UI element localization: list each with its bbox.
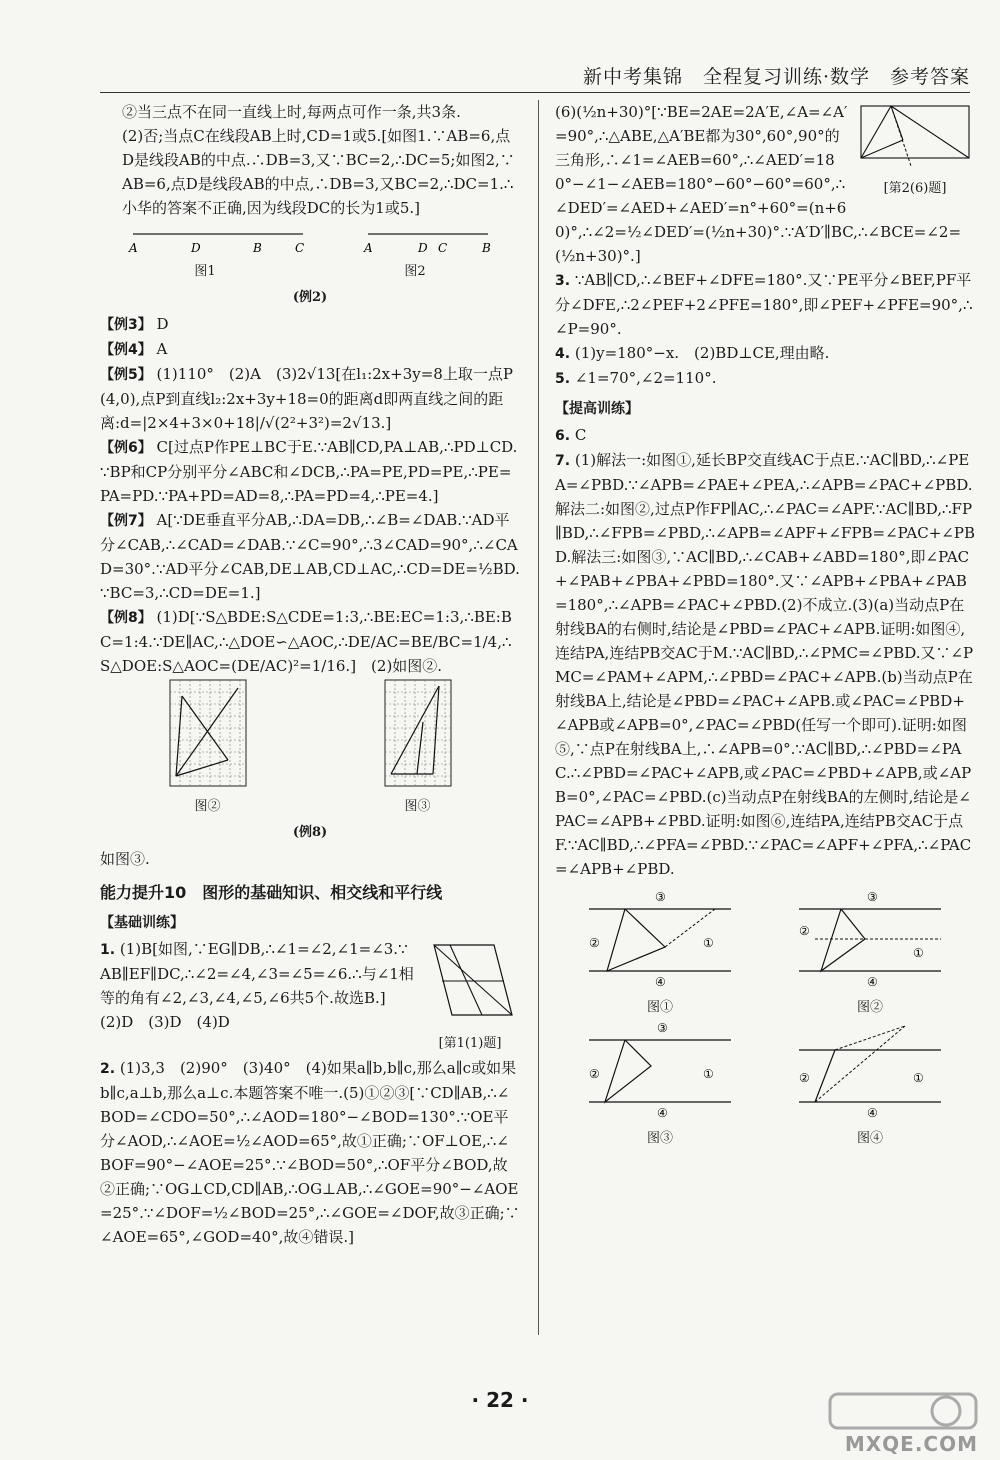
grid-figure-2 [168,678,248,819]
point-label: C [294,241,304,255]
example-label: 【例5】 [100,367,152,383]
region-label: ② [799,924,810,938]
q7-figures-row-1 [555,889,975,1020]
grid-diagram [168,678,248,788]
question-7 [555,448,975,881]
running-title: 新中考集锦 全程复习训练·数学 参考答案 [582,66,970,88]
figure-caption: 图③ [646,1131,673,1146]
region-label: ① [913,946,924,960]
question-answer: (6)(½n+30)°[∵BE=2AE=2A′E,∠A=∠A′=90°,∴△ABE,△A′BE都为30°,60°,90°的三角形,∴∠1=∠AEB=60°,∴∠AED′=180°−∠1−∠AEB=180°−60°−60°=60°,∴∠DED′=∠AED+∠AED′=n°+60°=(n+60)°,∴∠2=½∠DED′=(½n+30)°.∵A′D′∥BC,∴∠BCE=∠2=(½n+30)°.] [555,103,962,265]
figure-caption: [第2(6)题] [883,181,947,196]
region-label: ③ [867,890,878,904]
point-label: B [481,241,491,255]
question-answer: C [574,426,587,444]
parallelogram-diagram [420,937,520,1025]
figure-caption: 图2 [404,264,426,279]
grid-figure-3 [383,678,453,819]
q7-figures-row-2 [555,1020,975,1151]
ex2-figure-captions [100,260,520,284]
question-6 [555,423,975,448]
example-caption: (例2) [292,290,328,305]
ex2-figures [100,220,520,260]
page-number: · 22 · [471,1388,529,1412]
question-number: 2. [100,1061,116,1077]
region-label: ② [589,1067,600,1081]
region-label: ③ [657,1021,668,1035]
figure-caption: 图④ [856,1131,883,1146]
region-label: ④ [655,975,666,989]
question-answer: ∠1=70°,∠2=110°. [574,369,717,387]
q7-figure-4 [795,1020,945,1151]
question-number: 7. [555,453,571,469]
question-answer: (1)解法一:如图①,延长BP交直线AC于点E.∵AC∥BD,∴∠PEA=∠PBD.∵∠APB=∠PAE+∠PEA,∴∠APB=∠PAC+∠PBD.解法二:如图②,过点P作FP∥AC,∴∠PAC=∠APF.∵AC∥BD,∴FP∥BD,∴∠FPB=∠PBD,∴∠APB=∠APF+∠FPB=∠PAC+∠PBD.解法三:如图③,∵AC∥BD,∴∠CAB+∠ABD=180°,即∠PAC+∠PAB+∠PBA+∠PBD=180°.又∵∠APB+∠PBA+∠PAB=180°,∴∠APB=∠PAC+∠PBD.(2)不成立.(3)(a)当动点P在射线BA的右侧时,结论是∠PBD=∠PAC+∠APB.证明:如图④,连结PA,连结PB交AC于M.∵AC∥BD,∴∠PMC=∠PBD.又∵∠PMC=∠PAM+∠APM,∴∠PBD=∠PAC+∠APB.(b)当动点P在射线BA上,结论是∠PBD=∠PAC+∠APB.或∠PAC=∠PBD+∠APB或∠APB=0°,∠PAC=∠PBD(任写一个即可).证明:如图⑤,∵点P在射线BA上,∴∠APB=0°.∵AC∥BD,∴∠PBD=∠PAC.∴∠PBD=∠PAC+∠APB,或∠PAC=∠PBD+∠APB,或∠APB=0°,∠PAC=∠PBD.(c)当动点P在射线BA的左侧时,结论是∠PAC=∠APB+∠PBD.证明:如图⑥,连结PA,连结PB交AC于点F.∵AC∥BD,∴∠PFA=∠PBD.∵∠PAC=∠APF+∠PFA,∴∠PAC=∠APB+∠PBD. [555,451,975,878]
question-2 [100,1056,520,1249]
region-label: ① [703,936,714,950]
grid-diagram [383,678,453,788]
q2-6-figure [855,100,975,201]
figure-caption: 图1 [194,264,216,279]
header-rule [100,92,970,93]
point-label: C [437,241,447,255]
answer-line: 如图③. [100,850,150,868]
example-label: 【例8】 [100,610,152,626]
question-number: 6. [555,428,571,444]
region-label: ④ [657,1106,668,1120]
region-label: ④ [867,1106,878,1120]
parallel-lines-diagram [795,889,945,989]
point-label: A [363,241,373,255]
region-label: ① [703,1067,714,1081]
example-label: 【例4】 [100,342,152,358]
figure-caption: [第1(1)题] [438,1036,502,1051]
left-column [100,100,520,1249]
column-divider [538,100,539,1335]
segment-figure-2 [358,220,498,260]
region-label: ① [913,1071,924,1085]
question-number: 3. [555,273,571,289]
question-answer: ∵AB∥CD,∴∠BEF+∠DFE=180°.又∵PE平分∠BEF,PF平分∠DFE,∴2∠PEF+2∠PFE=180°,即∠PEF+∠PFE=90°,∴∠P=90°. [555,271,973,338]
parallel-lines-diagram [585,889,735,989]
figure-caption: 图③ [404,799,431,814]
point-label: D [190,241,201,255]
example-label: 【例7】 [100,513,152,529]
rectangle-fold-diagram [855,100,975,170]
answer-line: (2)否;当点C在线段AB上时,CD=1或5.[如图1.∵AB=6,点D是线段AB的中点.∴DB=3,又∵BC=2,∴DC=5;如图2,∵AB=6,点D是线段AB的中点,∴DB=3,又BC=2,∴DC=1.∴小华的答案不正确,因为线段DC的长为1或5.] [122,127,515,217]
question-3 [555,268,975,341]
q7-figure-1 [585,889,735,1020]
subsection-label: 【基础训练】 [100,915,184,931]
ex8-figures [100,678,520,819]
example-answer: A[∵DE垂直平分AB,∴DA=DB,∴∠B=∠DAB.∵AD平分∠CAB,∴∠CAD=∠DAB.∵∠C=90°,∴3∠CAD=90°,∴∠CAD=30°.∵AD平分∠CAB,DE⊥AB,CD⊥AC,∴CD=DE=½BD.∵BC=3,∴CD=DE=1.] [100,511,520,602]
question-answer: (1)3,3 (2)90° (3)40° (4)如果a∥b,b∥c,那么a∥c或如果b∥c,a⊥b,那么a⊥c.本题答案不唯一.(5)①②③[∵CD∥AB,∴∠BOD=∠CDO=50°,∴∠AOD=180°−∠BOD=130°.∵OE平分∠AOD,∴∠AOE=½∠AOD=65°,故①正确;∵OF⊥OE,∴∠BOF=90°−∠AOE=25°.∵∠BOD=50°,∴OF平分∠BOD,故②正确;∵OG⊥CD,CD∥AB,∴OG⊥AB,∴∠GOE=90°−∠AOE=25°.∵∠DOF=½∠BOD=25°,∴∠GOE=∠DOF,故③正确;∵∠AOE=65°,∠GOD=40°,故④错误.] [100,1059,520,1246]
region-label: ② [589,936,600,950]
figure-caption: 图① [646,1000,673,1015]
region-label: ② [799,1071,810,1085]
example-label: 【例3】 [100,317,152,333]
question-1 [100,937,520,1051]
point-label: A [128,241,138,255]
example-answer: C[过点P作PE⊥BC于E.∵AB∥CD,PA⊥AB,∴PD⊥CD.∵BP和CP分别平分∠ABC和∠DCB,∴PA=PE,PD=PE,∴PE=PA=PD.∵PA+PD=AD=8,∴PA=PD=4,∴PE=4.] [100,438,518,505]
figure-caption: 图② [194,799,221,814]
watermark-text: MXQE.COM [844,1432,978,1456]
point-label: B [252,241,262,255]
example-caption: (例8) [292,825,328,840]
region-label: ④ [867,975,878,989]
figure-caption: 图② [856,1000,883,1015]
question-answer: (1)B[如图,∵EG∥DB,∴∠1=∠2,∠1=∠3.∵AB∥EF∥DC,∴∠2=∠4,∠3=∠5=∠6.∴与∠1相等的角有∠2,∠3,∠4,∠5,∠6共5个.故选B.] (2)D (3)D (4)D [100,940,414,1031]
q1-figure [420,937,520,1056]
segment-figure-1 [123,220,313,260]
q7-figure-3 [585,1020,735,1151]
parallel-lines-diagram [795,1020,945,1120]
region-label: ③ [655,890,666,904]
answer-line: ②当三点不在同一直线上时,每两点可作一条,共3条. [122,103,461,121]
example-answer: (1)110° (2)A (3)2√13[在l₁:2x+3y=8上取一点P(4,0),点P到直线l₂:2x+3y+18=0的距离d即两直线之间的距离:d=|2×4+3×0+18|/√(2²+3²)=2√13.] [100,365,513,432]
question-number: 1. [100,942,116,958]
right-column [555,100,975,1151]
section-title: 能力提升10 图形的基础知识、相交线和平行线 [100,883,443,902]
point-label: D [417,241,428,255]
subsection-label: 【提高训练】 [555,401,639,417]
question-answer: (1)y=180°−x. (2)BD⊥CE,理由略. [574,344,830,362]
example-label: 【例6】 [100,440,152,456]
example-answer: A [156,340,168,358]
question-2-6 [555,100,975,268]
example-answer: D [156,315,169,333]
question-5 [555,366,975,391]
example-answer: (1)D[∵S△BDE:S△CDE=1:3,∴BE:EC=1:3,∴BE:BC=1:4.∵DE∥AC,∴△DOE∽△AOC,∴DE/AC=BE/BC=1/4,∴S△DOE:S△AOC=(DE/AC)²=1/16.] (2)如图②. [100,608,512,675]
q7-figure-2 [795,889,945,1020]
question-number: 5. [555,371,571,387]
question-number: 4. [555,346,571,362]
question-4 [555,341,975,366]
parallel-lines-diagram [585,1020,735,1120]
